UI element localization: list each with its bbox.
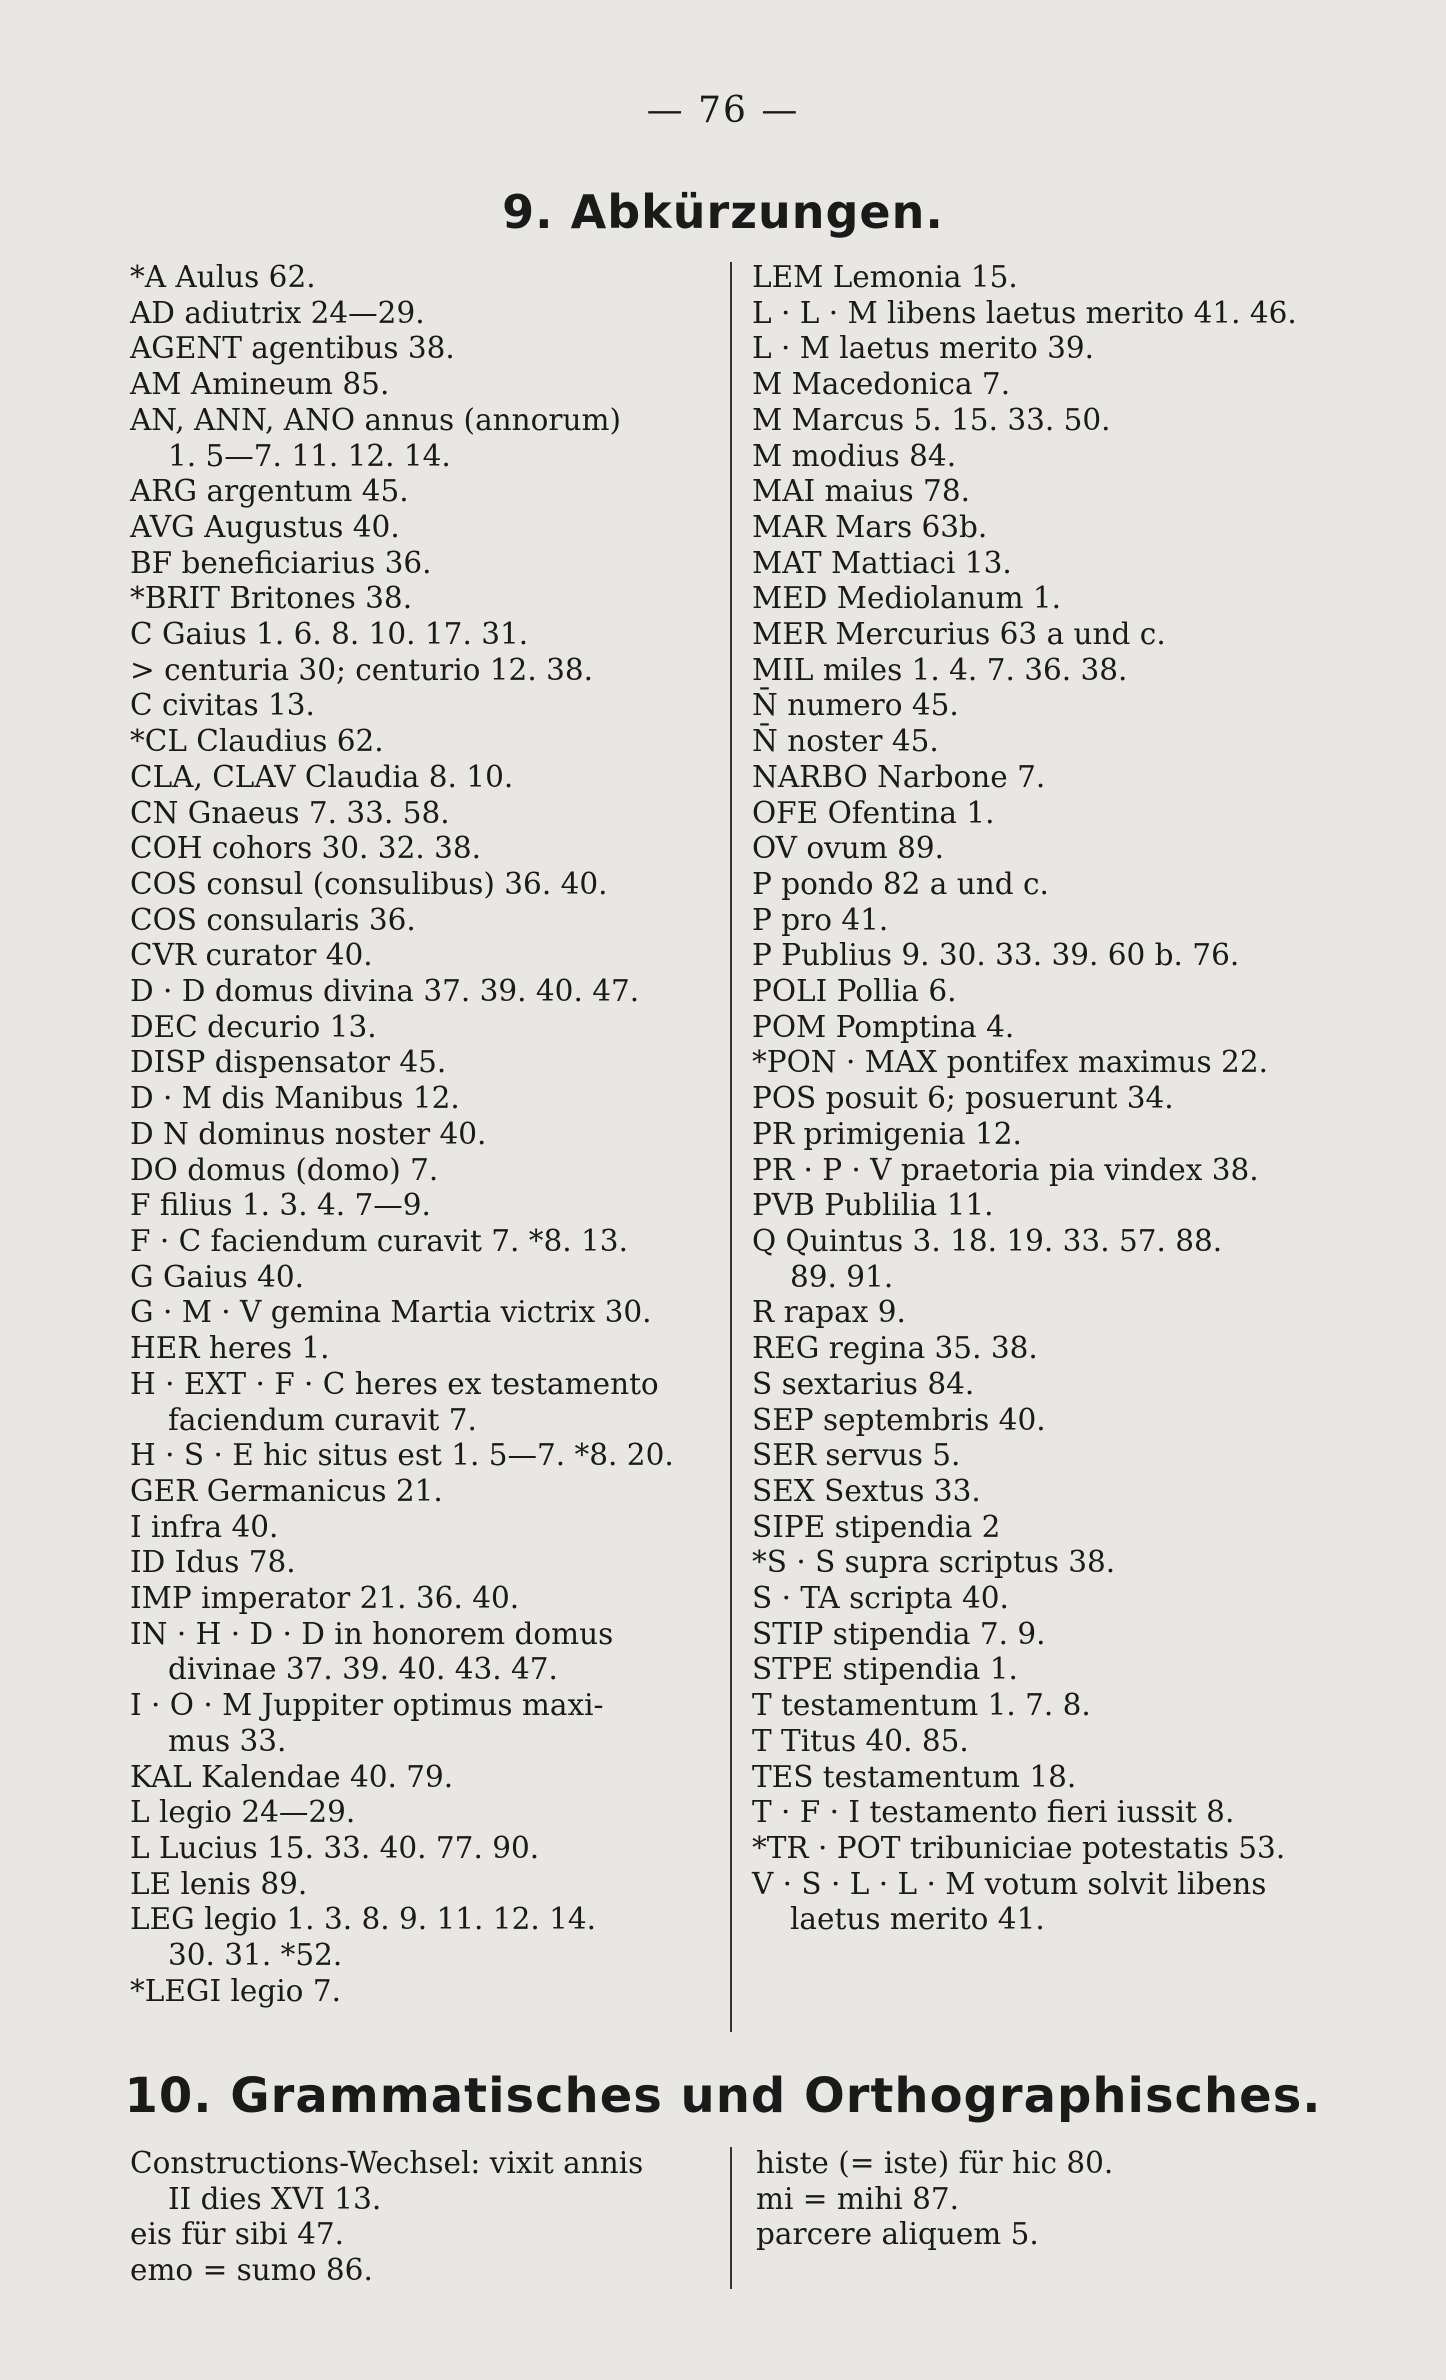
list-item xyxy=(130,796,712,832)
entry-text: POLI Pollia 6. xyxy=(752,974,957,1009)
list-item xyxy=(130,1688,712,1759)
entry-text: F · C faciendum curavit 7. *8. 13. xyxy=(130,1223,628,1258)
entry-text: M modius 84. xyxy=(752,438,957,473)
list-item xyxy=(130,2146,712,2217)
entry-text: D · M dis Manibus 12. xyxy=(130,1081,460,1116)
entry-continuation: 89. 91. xyxy=(790,1259,894,1294)
entry-text: AM Amineum 85. xyxy=(130,367,390,402)
entry-text: AN, ANN, ANO annus (annorum) xyxy=(130,402,621,437)
list-item xyxy=(130,546,712,582)
entry-text: OV ovum 89. xyxy=(752,831,945,866)
list-item xyxy=(752,1010,1352,1046)
list-item xyxy=(752,546,1352,582)
list-item xyxy=(752,1295,1352,1331)
list-item xyxy=(752,653,1352,689)
entry-text: PVB Publilia 11. xyxy=(752,1188,994,1223)
entry-text: I · O · M Juppiter optimus maxi- xyxy=(130,1688,604,1723)
list-item xyxy=(752,1831,1352,1867)
list-item xyxy=(130,1867,712,1903)
list-item xyxy=(752,296,1352,332)
list-item xyxy=(752,1867,1352,1938)
list-item xyxy=(752,367,1352,403)
entry-text: *LEGI legio 7. xyxy=(130,1973,341,2008)
list-item xyxy=(752,688,1352,724)
list-item xyxy=(130,1581,712,1617)
entry-text: CN Gnaeus 7. 33. 58. xyxy=(130,795,450,830)
list-item xyxy=(752,831,1352,867)
list-item xyxy=(752,403,1352,439)
list-item xyxy=(752,1045,1352,1081)
entry-text: P pondo 82 a und c. xyxy=(752,866,1049,901)
list-item xyxy=(130,1545,712,1581)
entry-text: COS consul (consulibus) 36. 40. xyxy=(130,866,608,901)
list-item xyxy=(752,1474,1352,1510)
entry-text: P Publius 9. 30. 33. 39. 60 b. 76. xyxy=(752,938,1240,973)
entry-text: COS consularis 36. xyxy=(130,902,416,937)
list-item xyxy=(130,474,712,510)
entry-text: TES testamentum 18. xyxy=(752,1759,1077,1794)
list-item xyxy=(752,1510,1352,1546)
list-item xyxy=(130,760,712,796)
entry-text: histe (= iste) für hic 80. xyxy=(756,2146,1114,2180)
entry-text: S sextarius 84. xyxy=(752,1366,975,1401)
entry-text: CLA, CLAV Claudia 8. 10. xyxy=(130,759,514,794)
list-item xyxy=(752,1403,1352,1439)
entry-text: *S · S supra scriptus 38. xyxy=(752,1545,1116,1580)
entry-text: AGENT agentibus 38. xyxy=(130,331,455,366)
entry-text: emo = sumo 86. xyxy=(130,2253,373,2288)
entry-text: KAL Kalendae 40. 79. xyxy=(130,1759,454,1794)
entry-text: LEM Lemonia 15. xyxy=(752,260,1018,294)
entry-text: LE lenis 89. xyxy=(130,1866,308,1901)
entry-continuation: faciendum curavit 7. xyxy=(168,1402,477,1437)
entry-text: NARBO Narbone 7. xyxy=(752,759,1046,794)
entry-text: mi = mihi 87. xyxy=(756,2181,960,2216)
entry-text: I infra 40. xyxy=(130,1509,279,1544)
entry-text: OFE Ofentina 1. xyxy=(752,795,995,830)
entry-text: LEG legio 1. 3. 8. 9. 11. 12. 14. xyxy=(130,1902,597,1937)
entry-text: IN · H · D · D in honorem domus xyxy=(130,1616,614,1651)
list-item xyxy=(130,1045,712,1081)
list-item xyxy=(752,1617,1352,1653)
list-item xyxy=(130,260,712,296)
entry-text: ID Idus 78. xyxy=(130,1545,296,1580)
entry-text: F filius 1. 3. 4. 7—9. xyxy=(130,1188,431,1223)
list-item xyxy=(752,867,1352,903)
entry-text: T Titus 40. 85. xyxy=(752,1723,969,1758)
entry-text: L · M laetus merito 39. xyxy=(752,331,1095,366)
entry-text: CVR curator 40. xyxy=(130,938,373,973)
list-item xyxy=(752,1688,1352,1724)
entry-text: AVG Augustus 40. xyxy=(130,509,400,544)
section-title-grammatisches: 10. Grammatisches und Orthographisches. xyxy=(124,2068,1322,2124)
list-item xyxy=(752,331,1352,367)
grammar-right-column xyxy=(756,2146,1356,2253)
entry-text: eis für sibi 47. xyxy=(130,2217,344,2252)
entry-text: HER heres 1. xyxy=(130,1331,330,1366)
entry-text: T · F · I testamento fieri iussit 8. xyxy=(752,1795,1235,1830)
list-item xyxy=(130,296,712,332)
entry-text: C Gaius 1. 6. 8. 10. 17. 31. xyxy=(130,617,529,652)
list-item xyxy=(752,974,1352,1010)
list-item xyxy=(752,938,1352,974)
entry-text: COH cohors 30. 32. 38. xyxy=(130,831,482,866)
entry-text: SEP septembris 40. xyxy=(752,1402,1046,1437)
list-item xyxy=(130,974,712,1010)
list-item xyxy=(752,260,1352,296)
list-item xyxy=(752,760,1352,796)
entry-text: DO domus (domo) 7. xyxy=(130,1152,439,1187)
list-item xyxy=(130,1010,712,1046)
entry-text: STIP stipendia 7. 9. xyxy=(752,1616,1046,1651)
list-item xyxy=(130,1188,712,1224)
list-item xyxy=(752,1581,1352,1617)
entry-text: G · M · V gemina Martia victrix 30. xyxy=(130,1295,652,1330)
entry-text: SIPE stipendia 2 xyxy=(752,1509,1001,1544)
entry-text: *CL Claudius 62. xyxy=(130,724,384,759)
list-item xyxy=(752,796,1352,832)
entry-text: IMP imperator 21. 36. 40. xyxy=(130,1581,520,1616)
list-item xyxy=(130,331,712,367)
list-item xyxy=(130,867,712,903)
list-item xyxy=(130,1760,712,1796)
entry-text: C civitas 13. xyxy=(130,688,315,723)
entry-text: N̄ numero 45. xyxy=(752,688,959,723)
list-item xyxy=(130,1510,712,1546)
entry-continuation: II dies XVI 13. xyxy=(168,2181,382,2216)
list-item xyxy=(130,1153,712,1189)
entry-text: MER Mercurius 63 a und c. xyxy=(752,617,1166,652)
entry-text: DEC decurio 13. xyxy=(130,1009,377,1044)
list-item xyxy=(130,2253,712,2289)
entry-text: L legio 24—29. xyxy=(130,1795,356,1830)
list-item xyxy=(130,831,712,867)
list-item xyxy=(752,1367,1352,1403)
list-item xyxy=(130,1331,712,1367)
list-item xyxy=(756,2182,1356,2218)
list-item xyxy=(752,903,1352,939)
list-item xyxy=(130,1831,712,1867)
abbreviations-right-column xyxy=(752,260,1352,1938)
entry-text: L Lucius 15. 33. 40. 77. 90. xyxy=(130,1830,540,1865)
grammar-left-column xyxy=(130,2146,712,2289)
list-item xyxy=(752,1081,1352,1117)
list-item xyxy=(130,1081,712,1117)
entry-continuation: 1. 5—7. 11. 12. 14. xyxy=(168,438,451,473)
list-item xyxy=(130,1224,712,1260)
entry-text: MED Mediolanum 1. xyxy=(752,581,1062,616)
list-item xyxy=(130,938,712,974)
entry-text: parcere aliquem 5. xyxy=(756,2217,1039,2252)
list-item xyxy=(130,403,712,474)
list-item xyxy=(130,1295,712,1331)
entry-text: G Gaius 40. xyxy=(130,1259,304,1294)
entry-text: *PON · MAX pontifex maximus 22. xyxy=(752,1045,1268,1080)
list-item xyxy=(752,1652,1352,1688)
entry-text: ARG argentum 45. xyxy=(130,474,409,509)
section-title-abkuerzungen: 9. Abkürzungen. xyxy=(502,185,944,239)
entry-text: *A Aulus 62. xyxy=(130,260,316,294)
list-item xyxy=(130,1795,712,1831)
page-number: — 76 — xyxy=(646,90,800,131)
entry-text: P pro 41. xyxy=(752,902,889,937)
entry-text: STPE stipendia 1. xyxy=(752,1652,1018,1687)
column-divider xyxy=(730,262,732,2032)
list-item xyxy=(752,1117,1352,1153)
entry-text: MIL miles 1. 4. 7. 36. 38. xyxy=(752,652,1128,687)
list-item xyxy=(752,1153,1352,1189)
entry-text: Q Quintus 3. 18. 19. 33. 57. 88. xyxy=(752,1223,1223,1258)
list-item xyxy=(130,688,712,724)
list-item xyxy=(130,903,712,939)
list-item xyxy=(130,1367,712,1438)
entry-text: GER Germanicus 21. xyxy=(130,1473,443,1508)
entry-text: D N dominus noster 40. xyxy=(130,1116,487,1151)
list-item xyxy=(130,367,712,403)
list-item xyxy=(130,2217,712,2253)
entry-text: H · EXT · F · C heres ex testamento xyxy=(130,1366,659,1401)
entry-text: N̄ noster 45. xyxy=(752,724,939,759)
list-item xyxy=(130,653,712,689)
entry-continuation: divinae 37. 39. 40. 43. 47. xyxy=(168,1652,558,1687)
list-item xyxy=(130,724,712,760)
entry-text: REG regina 35. 38. xyxy=(752,1331,1038,1366)
list-item xyxy=(130,1902,712,1973)
entry-text: MAI maius 78. xyxy=(752,474,970,509)
entry-text: R rapax 9. xyxy=(752,1295,906,1330)
list-item xyxy=(752,1724,1352,1760)
list-item xyxy=(752,1188,1352,1224)
entry-text: L · L · M libens laetus merito 41. 46. xyxy=(752,295,1297,330)
entry-text: T testamentum 1. 7. 8. xyxy=(752,1688,1091,1723)
entry-text: MAR Mars 63b. xyxy=(752,509,988,544)
entry-text: MAT Mattiaci 13. xyxy=(752,545,1012,580)
list-item xyxy=(130,1260,712,1296)
list-item xyxy=(756,2217,1356,2253)
list-item xyxy=(752,510,1352,546)
entry-text: SER servus 5. xyxy=(752,1438,961,1473)
entry-text: PR primigenia 12. xyxy=(752,1116,1022,1151)
entry-continuation: laetus merito 41. xyxy=(790,1902,1045,1937)
list-item xyxy=(752,1331,1352,1367)
list-item xyxy=(752,474,1352,510)
entry-text: POS posuit 6; posuerunt 34. xyxy=(752,1081,1174,1116)
list-item xyxy=(130,1617,712,1688)
entry-text: S · TA scripta 40. xyxy=(752,1581,1009,1616)
entry-continuation: 30. 31. *52. xyxy=(168,1938,343,1973)
entry-text: M Marcus 5. 15. 33. 50. xyxy=(752,402,1111,437)
entry-continuation: mus 33. xyxy=(168,1723,287,1758)
list-item xyxy=(752,1760,1352,1796)
entry-text: M Macedonica 7. xyxy=(752,367,1011,402)
entry-text: AD adiutrix 24—29. xyxy=(130,295,425,330)
list-item xyxy=(752,617,1352,653)
list-item xyxy=(752,1545,1352,1581)
list-item xyxy=(752,1224,1352,1295)
entry-text: BF beneficiarius 36. xyxy=(130,545,432,580)
entry-text: H · S · E hic situs est 1. 5—7. *8. 20. xyxy=(130,1438,674,1473)
entry-text: > centuria 30; centurio 12. 38. xyxy=(130,652,593,687)
list-item xyxy=(130,617,712,653)
list-item xyxy=(130,1974,712,2010)
list-item xyxy=(130,1438,712,1474)
list-item xyxy=(752,1438,1352,1474)
abbreviations-left-column xyxy=(130,260,712,2009)
list-item xyxy=(130,1117,712,1153)
entry-text: Constructions-Wechsel: vixit annis xyxy=(130,2146,644,2180)
entry-text: *TR · POT tribuniciae potestatis 53. xyxy=(752,1830,1286,1865)
column-divider xyxy=(730,2147,732,2289)
list-item xyxy=(130,510,712,546)
list-item xyxy=(130,1474,712,1510)
entry-text: PR · P · V praetoria pia vindex 38. xyxy=(752,1152,1259,1187)
entry-text: SEX Sextus 33. xyxy=(752,1473,981,1508)
entry-text: DISP dispensator 45. xyxy=(130,1045,447,1080)
list-item xyxy=(756,2146,1356,2182)
list-item xyxy=(752,724,1352,760)
entry-text: *BRIT Britones 38. xyxy=(130,581,413,616)
list-item xyxy=(752,581,1352,617)
entry-text: D · D domus divina 37. 39. 40. 47. xyxy=(130,974,640,1009)
entry-text: POM Pomptina 4. xyxy=(752,1009,1015,1044)
list-item xyxy=(130,581,712,617)
list-item xyxy=(752,439,1352,475)
list-item xyxy=(752,1795,1352,1831)
entry-text: V · S · L · L · M votum solvit libens xyxy=(752,1866,1267,1901)
